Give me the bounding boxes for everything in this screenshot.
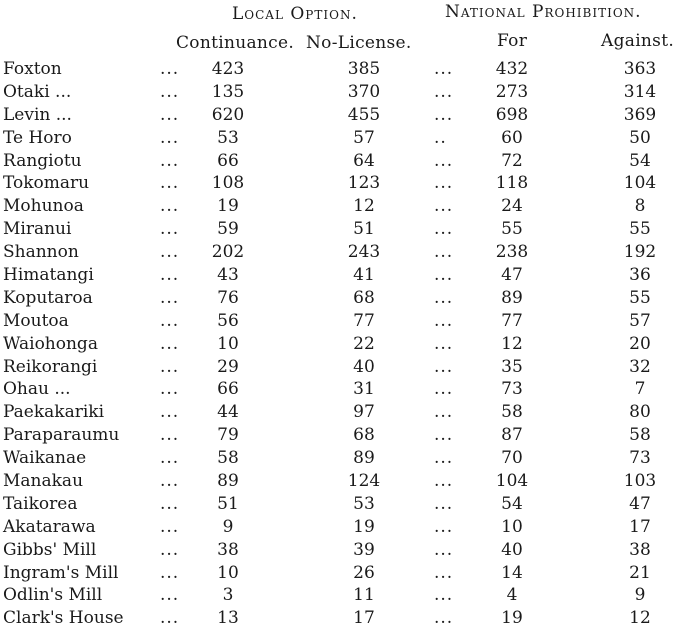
continuance-votes: 43 [217,265,239,286]
polling-place-name: Ohau ... [3,379,71,400]
table-row [0,401,679,424]
continuance-votes: 620 [211,104,245,125]
continuance-votes: 56 [217,310,239,331]
polling-place-name: Clark's House [3,608,124,629]
table-row [0,378,679,401]
polling-place-name: Moutoa [3,310,69,331]
prohibition-against-votes: 55 [629,219,651,240]
prohibition-for-votes: 35 [501,356,523,377]
leader-dots: ... [160,379,180,400]
leader-dots: ... [160,173,180,194]
prohibition-against-votes: 9 [634,585,646,606]
polling-place-name: Tokomaru [3,173,90,194]
continuance-votes: 423 [211,59,245,79]
continuance-votes: 89 [217,471,239,492]
leader-dots: ... [434,196,454,217]
prohibition-against-votes: 369 [623,104,657,125]
prohibition-against-votes: 192 [623,242,657,263]
table-row [0,264,679,287]
continuance-votes: 10 [217,333,239,354]
table-row [0,287,679,310]
continuance-votes: 59 [217,219,239,240]
no-license-votes: 123 [347,173,381,194]
leader-dots: ... [160,127,180,148]
polling-place-name: Akatarawa [3,516,96,537]
table-row [0,104,679,127]
no-license-votes: 124 [347,471,381,492]
leader-dots: ... [434,173,454,194]
leader-dots: ... [160,265,180,286]
prohibition-against-votes: 80 [629,402,651,423]
polling-place-name: Gibbs' Mill [3,539,97,560]
prohibition-against-votes: 7 [634,379,646,400]
leader-dots: ... [160,219,180,240]
continuance-votes: 135 [211,81,245,102]
table-row [0,356,679,379]
continuance-votes: 3 [222,585,234,606]
no-license-votes: 53 [353,493,375,514]
no-license-votes: 68 [353,425,375,446]
header-local-option: Local Option. [232,4,358,24]
no-license-votes: 22 [353,333,375,354]
leader-dots: ... [160,196,180,217]
prohibition-against-votes: 57 [629,310,651,331]
leader-dots: ... [160,448,180,469]
table-row [0,493,679,516]
prohibition-for-votes: 4 [506,585,518,606]
continuance-votes: 202 [211,242,245,263]
prohibition-for-votes: 70 [501,448,523,469]
prohibition-against-votes: 103 [623,471,657,492]
continuance-votes: 66 [217,379,239,400]
polling-place-name: Taikorea [3,493,78,514]
table-row [0,150,679,173]
table-row [0,172,679,195]
no-license-votes: 57 [353,127,375,148]
leader-dots: ... [160,81,180,102]
continuance-votes: 53 [217,127,239,148]
prohibition-for-votes: 55 [501,219,523,240]
continuance-votes: 51 [217,493,239,514]
prohibition-for-votes: 104 [495,471,529,492]
polling-place-name: Levin ... [3,104,72,125]
results-table [0,58,679,630]
leader-dots: ... [434,539,454,560]
header-national-prohibition: National Prohibition. [445,2,642,22]
continuance-votes: 76 [217,287,239,308]
continuance-votes: 38 [217,539,239,560]
prohibition-against-votes: 36 [629,265,651,286]
leader-dots: ... [160,608,180,629]
prohibition-against-votes: 54 [629,150,651,171]
polling-place-name: Paraparaumu [3,425,120,446]
prohibition-for-votes: 73 [501,379,523,400]
subheader-against: Against. [601,31,675,51]
table-row [0,81,679,104]
leader-dots: ... [434,150,454,171]
prohibition-against-votes: 104 [623,173,657,194]
leader-dots: ... [434,59,454,79]
no-license-votes: 31 [353,379,375,400]
polling-place-name: Miranui [3,219,72,240]
table-row [0,218,679,241]
leader-dots: ... [160,150,180,171]
no-license-votes: 68 [353,287,375,308]
leader-dots: ... [160,402,180,423]
no-license-votes: 385 [347,59,381,79]
subheader-for: For [497,31,528,51]
polling-place-name: Otaki ... [3,81,72,102]
table-row [0,127,679,150]
leader-dots: ... [160,585,180,606]
polling-place-name: Odlin's Mill [3,585,103,606]
prohibition-for-votes: 273 [495,81,529,102]
no-license-votes: 370 [347,81,381,102]
prohibition-against-votes: 47 [629,493,651,514]
leader-dots: ... [160,242,180,263]
continuance-votes: 66 [217,150,239,171]
table-row [0,241,679,264]
leader-dots: ... [434,287,454,308]
continuance-votes: 58 [217,448,239,469]
prohibition-against-votes: 58 [629,425,651,446]
leader-dots: ... [434,265,454,286]
leader-dots: ... [434,242,454,263]
prohibition-against-votes: 8 [634,196,646,217]
continuance-votes: 9 [222,516,234,537]
leader-dots: ... [434,585,454,606]
leader-dots: ... [160,333,180,354]
leader-dots: ... [160,310,180,331]
leader-dots: ... [160,425,180,446]
continuance-votes: 10 [217,562,239,583]
polling-place-name: Waiohonga [3,333,98,354]
leader-dots: ... [160,493,180,514]
polling-place-name: Manakau [3,471,84,492]
leader-dots: ... [434,104,454,125]
prohibition-for-votes: 24 [501,196,523,217]
table-row [0,310,679,333]
continuance-votes: 19 [217,196,239,217]
leader-dots: ... [434,516,454,537]
prohibition-for-votes: 238 [495,242,529,263]
leader-dots: ... [160,516,180,537]
continuance-votes: 13 [217,608,239,629]
continuance-votes: 79 [217,425,239,446]
polling-place-name: Shannon [3,242,79,263]
table-row [0,333,679,356]
leader-dots: ... [160,287,180,308]
prohibition-for-votes: 40 [501,539,523,560]
table-row [0,424,679,447]
leader-dots: ... [160,539,180,560]
prohibition-against-votes: 20 [629,333,651,354]
polling-place-name: Te Horo [3,127,72,148]
no-license-votes: 40 [353,356,375,377]
polling-place-name: Rangiotu [3,150,82,171]
no-license-votes: 51 [353,219,375,240]
prohibition-for-votes: 14 [501,562,523,583]
continuance-votes: 29 [217,356,239,377]
leader-dots: ... [434,219,454,240]
leader-dots: ... [160,356,180,377]
prohibition-against-votes: 32 [629,356,651,377]
polling-place-name: Paekakariki [3,402,105,423]
table-row [0,470,679,493]
prohibition-for-votes: 60 [501,127,523,148]
prohibition-for-votes: 12 [501,333,523,354]
prohibition-against-votes: 38 [629,539,651,560]
prohibition-for-votes: 118 [495,173,529,194]
continuance-votes: 44 [217,402,239,423]
table-row [0,58,679,81]
leader-dots: ... [434,562,454,583]
leader-dots: ... [434,608,454,629]
prohibition-against-votes: 50 [629,127,651,148]
no-license-votes: 455 [347,104,381,125]
prohibition-for-votes: 72 [501,150,523,171]
no-license-votes: 19 [353,516,375,537]
no-license-votes: 12 [353,196,375,217]
prohibition-for-votes: 432 [495,59,529,79]
continuance-votes: 108 [211,173,245,194]
no-license-votes: 97 [353,402,375,423]
leader-dots: ... [434,471,454,492]
leader-dots: ... [434,493,454,514]
no-license-votes: 11 [353,585,375,606]
polling-place-name: Ingram's Mill [3,562,119,583]
leader-dots: ... [434,81,454,102]
prohibition-against-votes: 363 [623,59,657,79]
prohibition-for-votes: 698 [495,104,529,125]
polling-place-name: Reikorangi [3,356,98,377]
no-license-votes: 17 [353,608,375,629]
leader-dots: ... [160,104,180,125]
prohibition-for-votes: 54 [501,493,523,514]
leader-dots: ... [434,356,454,377]
prohibition-for-votes: 58 [501,402,523,423]
polling-place-name: Waikanae [3,448,87,469]
table-row [0,607,679,630]
leader-dots: ... [160,471,180,492]
prohibition-for-votes: 77 [501,310,523,331]
leader-dots: ... [434,425,454,446]
table-row [0,562,679,585]
no-license-votes: 41 [353,265,375,286]
prohibition-against-votes: 17 [629,516,651,537]
leader-dots: ... [160,562,180,583]
polling-place-name: Koputaroa [3,287,93,308]
prohibition-against-votes: 55 [629,287,651,308]
subheader-no-license: No-License. [306,33,412,53]
table-row [0,516,679,539]
polling-place-name: Mohunoa [3,196,84,217]
prohibition-for-votes: 89 [501,287,523,308]
prohibition-against-votes: 12 [629,608,651,629]
no-license-votes: 64 [353,150,375,171]
no-license-votes: 39 [353,539,375,560]
prohibition-for-votes: 10 [501,516,523,537]
leader-dots: ... [434,448,454,469]
subheader-continuance: Continuance. [176,33,295,53]
table-row [0,195,679,218]
no-license-votes: 26 [353,562,375,583]
table-row [0,584,679,607]
leader-dots: ... [160,59,180,79]
prohibition-for-votes: 47 [501,265,523,286]
table-row [0,447,679,470]
leader-dots: ... [434,379,454,400]
prohibition-against-votes: 314 [623,81,657,102]
leader-dots: .. [434,127,447,148]
no-license-votes: 89 [353,448,375,469]
leader-dots: ... [434,333,454,354]
prohibition-against-votes: 21 [629,562,651,583]
no-license-votes: 77 [353,310,375,331]
no-license-votes: 243 [347,242,381,263]
table-row [0,539,679,562]
leader-dots: ... [434,402,454,423]
prohibition-for-votes: 19 [501,608,523,629]
prohibition-against-votes: 73 [629,448,651,469]
polling-place-name: Himatangi [3,265,94,286]
polling-place-name: Foxton [3,59,62,79]
leader-dots: ... [434,310,454,331]
prohibition-for-votes: 87 [501,425,523,446]
